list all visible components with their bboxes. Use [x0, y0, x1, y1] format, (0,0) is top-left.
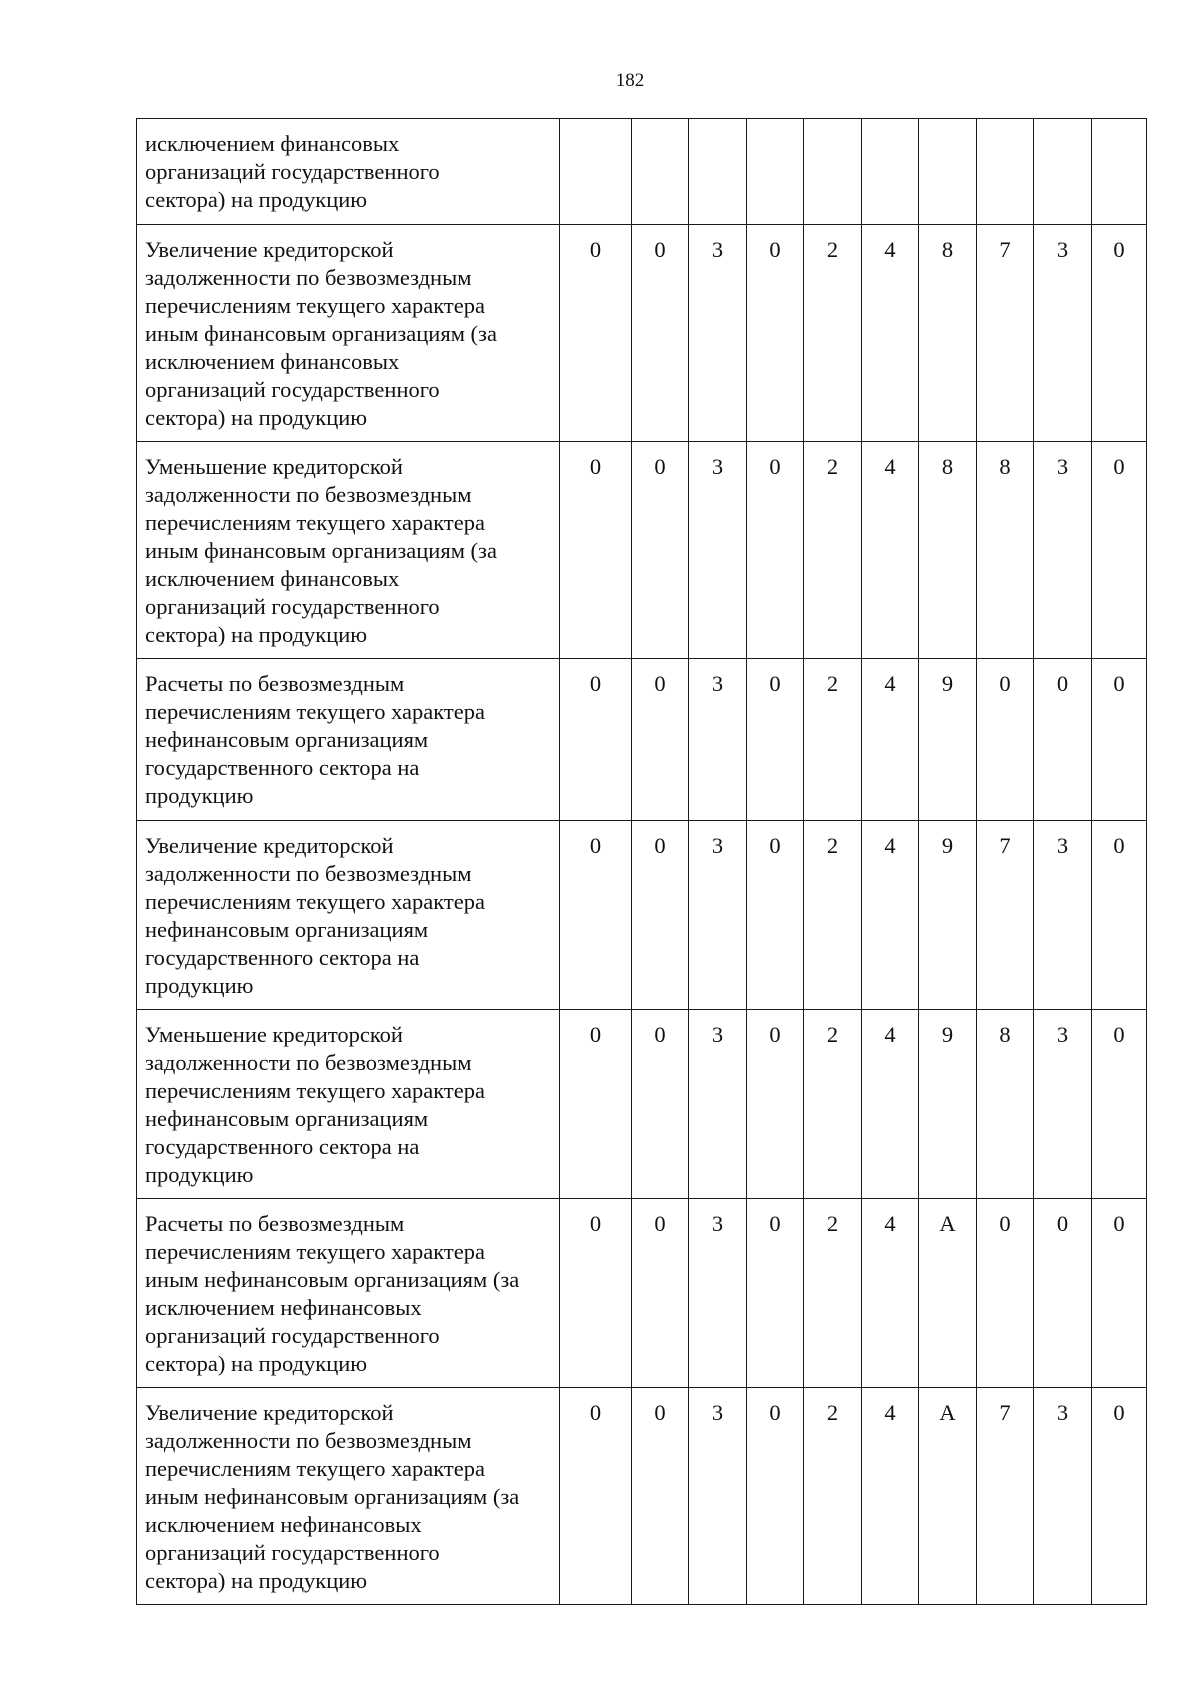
code-digit-8: 7: [977, 821, 1034, 1010]
code-digit-1: 0: [560, 442, 632, 659]
code-digit-8: 8: [977, 442, 1034, 659]
code-digit-7: 8: [919, 225, 977, 442]
code-digit-2: 0: [632, 821, 689, 1010]
code-digit-6: 4: [862, 1199, 919, 1388]
table-row: [137, 1388, 1147, 1605]
row-description: Увеличение кредиторской задолженности по безвозмездным перечислениям текущего характера нефинансовым организациям государственного сектора на продукцию: [137, 821, 560, 1010]
code-digit-9: 0: [1034, 659, 1092, 821]
row-description: исключением финансовых организаций государственного сектора) на продукцию: [137, 119, 560, 225]
code-digit-5: 2: [804, 1199, 862, 1388]
code-digit-5: 2: [804, 225, 862, 442]
code-digit-7: 8: [919, 442, 977, 659]
code-digit-9: 3: [1034, 821, 1092, 1010]
code-digit-3: 3: [689, 1388, 747, 1605]
code-digit-3: 3: [689, 1199, 747, 1388]
table-row: [137, 659, 1147, 821]
code-digit-1: 0: [560, 659, 632, 821]
code-digit-8: 7: [977, 1388, 1034, 1605]
code-digit-6: 4: [862, 821, 919, 1010]
code-digit-3: 3: [689, 225, 747, 442]
code-digit-8: 8: [977, 1010, 1034, 1199]
code-digit-1: [560, 119, 632, 225]
code-digit-8: 0: [977, 659, 1034, 821]
code-digit-2: 0: [632, 1010, 689, 1199]
code-digit-3: 3: [689, 821, 747, 1010]
code-digit-8: 0: [977, 1199, 1034, 1388]
table-body: [137, 119, 1147, 1605]
table-row: [137, 442, 1147, 659]
code-digit-5: 2: [804, 821, 862, 1010]
code-digit-2: 0: [632, 225, 689, 442]
code-digit-5: 2: [804, 442, 862, 659]
code-digit-4: 0: [747, 442, 804, 659]
row-description: Расчеты по безвозмездным перечислениям текущего характера нефинансовым организациям государственного сектора на продукцию: [137, 659, 560, 821]
code-digit-10: 0: [1092, 659, 1147, 821]
code-digit-3: 3: [689, 1010, 747, 1199]
code-digit-6: 4: [862, 1010, 919, 1199]
code-digit-9: 3: [1034, 1010, 1092, 1199]
code-digit-4: 0: [747, 821, 804, 1010]
table-row: [137, 1199, 1147, 1388]
row-description: Уменьшение кредиторской задолженности по безвозмездным перечислениям текущего характера иным финансовым организациям (за исключением финансовых организаций государственного сектора) на продукцию: [137, 442, 560, 659]
code-digit-6: 4: [862, 442, 919, 659]
code-digit-6: 4: [862, 659, 919, 821]
code-digit-4: 0: [747, 1388, 804, 1605]
code-digit-5: 2: [804, 659, 862, 821]
code-digit-8: [977, 119, 1034, 225]
code-digit-6: 4: [862, 1388, 919, 1605]
table-row: [137, 119, 1147, 225]
code-digit-1: 0: [560, 1388, 632, 1605]
table-row: [137, 1010, 1147, 1199]
code-digit-7: А: [919, 1199, 977, 1388]
code-digit-10: 0: [1092, 1199, 1147, 1388]
code-digit-2: 0: [632, 1388, 689, 1605]
code-digit-5: 2: [804, 1010, 862, 1199]
code-digit-4: [747, 119, 804, 225]
table-row: [137, 225, 1147, 442]
code-digit-9: 3: [1034, 442, 1092, 659]
code-digit-7: А: [919, 1388, 977, 1605]
code-digit-2: 0: [632, 1199, 689, 1388]
account-code-table: [136, 118, 1147, 1605]
code-digit-6: 4: [862, 225, 919, 442]
table-row: [137, 821, 1147, 1010]
row-description: Расчеты по безвозмездным перечислениям текущего характера иным нефинансовым организациям (за исключением нефинансовых организаций государственного сектора) на продукцию: [137, 1199, 560, 1388]
code-digit-7: 9: [919, 1010, 977, 1199]
row-description: Увеличение кредиторской задолженности по безвозмездным перечислениям текущего характера иным нефинансовым организациям (за исключением нефинансовых организаций государственного сектора) на продукцию: [137, 1388, 560, 1605]
code-digit-9: 3: [1034, 1388, 1092, 1605]
code-digit-2: 0: [632, 442, 689, 659]
code-digit-1: 0: [560, 1199, 632, 1388]
code-digit-1: 0: [560, 821, 632, 1010]
code-digit-1: 0: [560, 1010, 632, 1199]
row-description: Увеличение кредиторской задолженности по безвозмездным перечислениям текущего характера иным финансовым организациям (за исключением финансовых организаций государственного сектора) на продукцию: [137, 225, 560, 442]
code-digit-4: 0: [747, 659, 804, 821]
code-digit-3: [689, 119, 747, 225]
row-description: Уменьшение кредиторской задолженности по безвозмездным перечислениям текущего характера нефинансовым организациям государственного сектора на продукцию: [137, 1010, 560, 1199]
code-digit-2: [632, 119, 689, 225]
code-digit-6: [862, 119, 919, 225]
code-digit-7: [919, 119, 977, 225]
code-digit-10: 0: [1092, 225, 1147, 442]
page-number: 182: [615, 70, 645, 91]
code-digit-9: [1034, 119, 1092, 225]
code-digit-10: 0: [1092, 1010, 1147, 1199]
code-digit-9: 0: [1034, 1199, 1092, 1388]
code-digit-4: 0: [747, 1199, 804, 1388]
code-digit-4: 0: [747, 225, 804, 442]
code-digit-1: 0: [560, 225, 632, 442]
code-digit-2: 0: [632, 659, 689, 821]
code-digit-9: 3: [1034, 225, 1092, 442]
code-digit-3: 3: [689, 659, 747, 821]
code-digit-5: [804, 119, 862, 225]
code-digit-7: 9: [919, 821, 977, 1010]
code-digit-10: 0: [1092, 442, 1147, 659]
code-digit-4: 0: [747, 1010, 804, 1199]
code-digit-10: [1092, 119, 1147, 225]
code-digit-7: 9: [919, 659, 977, 821]
code-digit-10: 0: [1092, 1388, 1147, 1605]
code-digit-10: 0: [1092, 821, 1147, 1010]
code-digit-5: 2: [804, 1388, 862, 1605]
code-digit-3: 3: [689, 442, 747, 659]
code-digit-8: 7: [977, 225, 1034, 442]
